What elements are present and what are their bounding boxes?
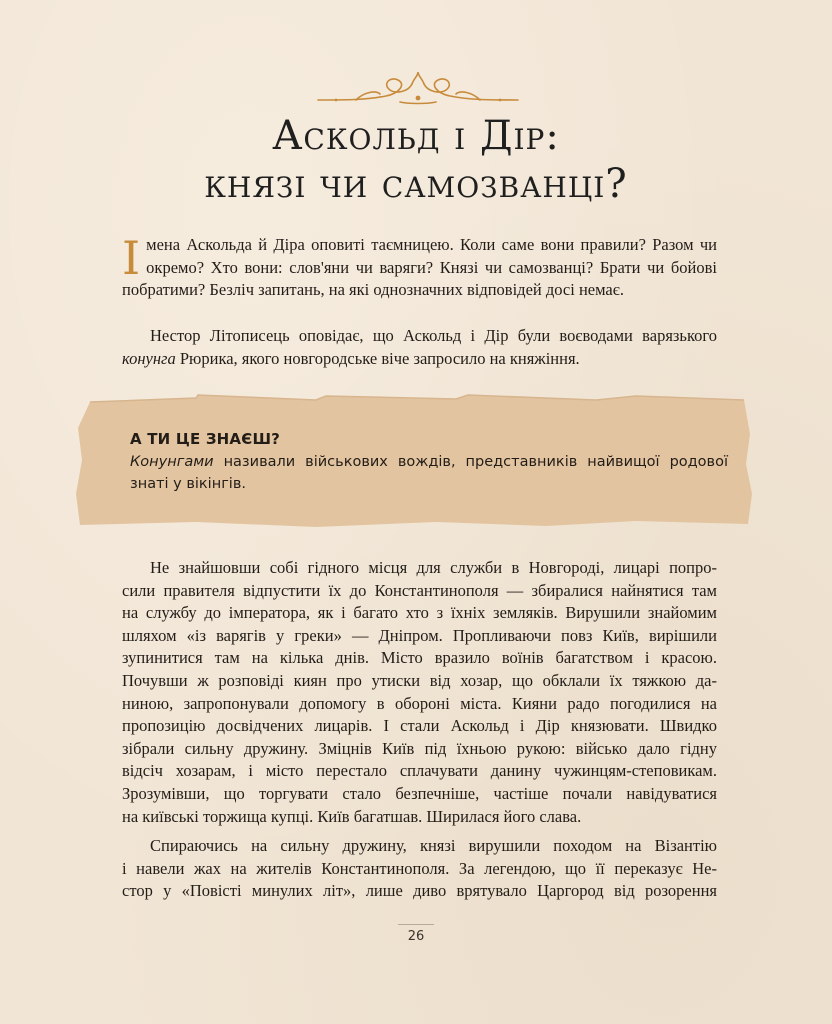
story-line: пропозицію досвідчених лицарів. І стали Аскольд і Дір князювати. Швидко (122, 716, 717, 736)
page-number-divider (398, 924, 434, 925)
story-line: на київські торжища купці. Київ багатшав. Ширилася його слава. (122, 806, 582, 826)
story-line: зупинитися там на кілька днів. Місто вразило воїнів багатством і красою. (122, 648, 717, 668)
story-line: сили правителя відпустити їх до Константинополя — збиралися найнятися там (122, 580, 717, 600)
did-you-know-box (76, 394, 752, 528)
sidebar-text-body: називали військових вождів, представників найвищої родової знаті у вікінгів. (130, 454, 728, 492)
story-line: Зрозумівши, що торгувати стало безпечніше, частіше почали навідуватися (122, 783, 717, 803)
story-line: на службу до імператора, як і багато хто з їхніх земляків. Вирушили знайомим (122, 603, 717, 623)
story-line: зібрали сильну дружину. Зміцнів Київ під їхньою рукою: військо дало гідну (122, 738, 717, 758)
campaign-line: і навели жах на жителів Константинополя. За легендою, що її переказує Не- (122, 858, 717, 878)
intro-paragraph (122, 231, 717, 302)
campaign-line: Спираючись на сильну дружину, князі вирушили походом на Візантію (150, 836, 717, 855)
sidebar-heading: А ТИ ЦЕ ЗНАЄШ? (130, 430, 281, 448)
page-number: 26 (407, 929, 425, 944)
intro-paragraph-text: мена Аскольда й Діра оповиті таємницею. Коли саме вони правили? Разом чи окремо? Хто вони: слов'яни чи варяги? Князі чи самозванці? Брати чи бойові побратими? Безліч запитань, на які однозначних відповідей досі немає. (122, 235, 717, 300)
decorative-flourish-icon (316, 70, 520, 108)
nestor-paragraph (122, 325, 717, 370)
campaign-line: стор у «Повісті минулих літ», лише диво врятувало Царгород від розорення (122, 881, 717, 901)
drop-cap: І (122, 231, 141, 285)
konungs-term: Конунгами (130, 454, 214, 470)
nestor-text-start: Нестор Літописець оповідає, що Аскольд і Дір були воєводами варязького (150, 326, 717, 345)
title-line-1: Аскольд і Дір: (272, 113, 560, 159)
konung-term: конунга (122, 348, 176, 368)
story-paragraph (122, 557, 717, 828)
story-line: шляхом «із варягів у греки» — Дніпром. Пропливаючи повз Київ, вирішили (122, 625, 717, 645)
page-title (0, 112, 832, 208)
title-line-2: князі чи самозванці? (204, 161, 628, 207)
story-line: Не знайшовши собі гідного місця для служби в Новгороді, лицарі попро- (150, 558, 717, 577)
story-line: ниною, запропонували допомогу в обороні міста. Кияни радо погодилися на (122, 693, 717, 713)
campaign-paragraph (122, 835, 717, 903)
sidebar-text (130, 451, 728, 495)
story-line: відсіч хозарам, і місто перестало сплачувати данину чужинцям-степовикам. (122, 761, 717, 781)
nestor-text-end: Рюрика, якого новгородське віче запросило на княжіння. (175, 348, 580, 368)
story-line: Почувши ж розповіді киян про утиски від хозар, що обклали їх тяжкою да- (122, 670, 717, 690)
